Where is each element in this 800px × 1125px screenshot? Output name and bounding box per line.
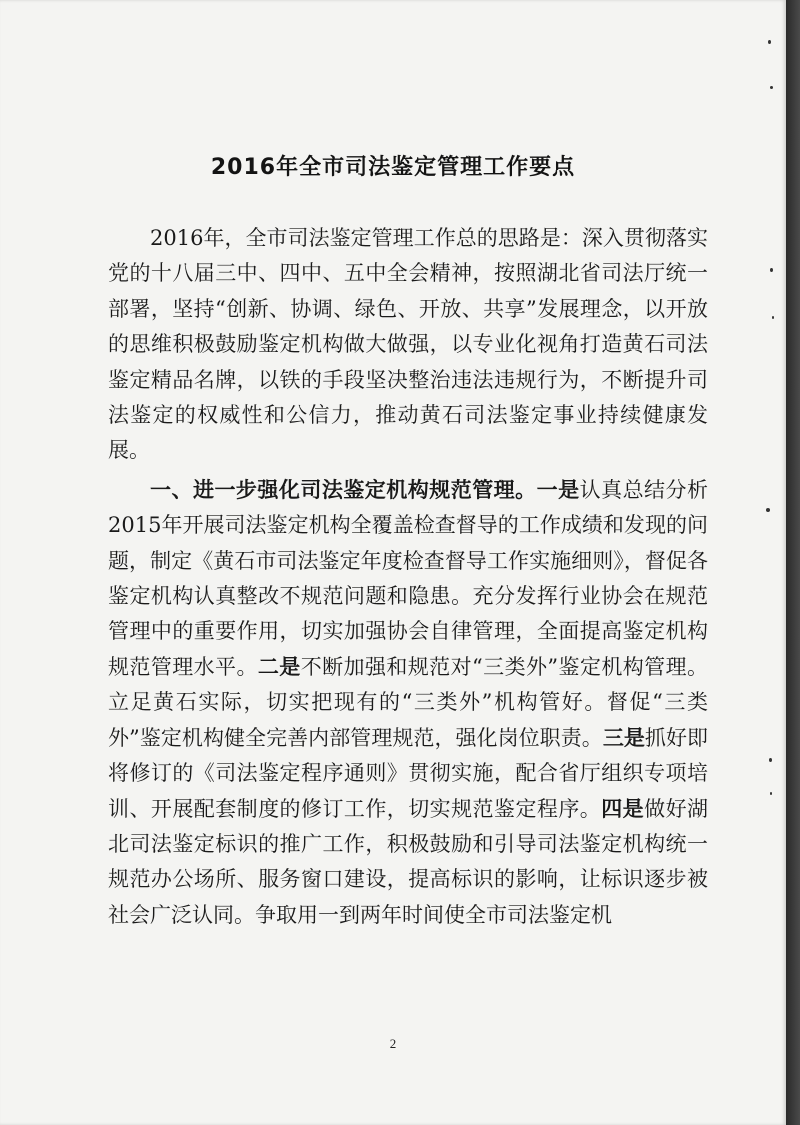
page-number: 2 — [389, 1036, 397, 1051]
item-marker-1: 一是 — [536, 477, 580, 502]
scan-edge — [786, 0, 800, 1125]
item-marker-2: 二是 — [257, 654, 301, 679]
item-text-1: 认真总结分析2015年开展司法鉴定机构全覆盖检查督导的工作成绩和发现的问题，制定《黄石市司法鉴定年度检查督导工作实施细则》，督促各鉴定机构认真整改不规范问题和隐患。充分发挥行业协会在规范管理中的重要作用，切实加强协会自律管理，全面提高鉴定机构规范管理水平。 — [108, 477, 709, 679]
document-body — [108, 221, 708, 933]
scan-speck — [770, 86, 773, 89]
document-title: 2016年全市司法鉴定管理工作要点 — [210, 155, 576, 180]
scan-speck — [770, 268, 773, 272]
scan-speck — [769, 758, 772, 762]
scan-speck — [766, 508, 770, 512]
section-heading: 一、进一步强化司法鉴定机构规范管理。 — [150, 477, 537, 502]
scan-speck — [768, 40, 771, 44]
paragraph-section-one — [108, 473, 708, 933]
item-text-3: 抓好即将修订的《司法鉴定程序通则》贯彻实施，配合省厅组织专项培训、开展配套制度的修订工作，切实规范鉴定程序。 — [108, 725, 709, 821]
paragraph-overview: 2016年，全市司法鉴定管理工作总的思路是：深入贯彻落实党的十八届三中、四中、五中全会精神，按照湖北省司法厅统一部署，坚持“创新、协调、绿色、开放、共享”发展理念，以开放的思维积极鼓励鉴定机构做大做强，以专业化视角打造黄石司法鉴定精品名牌，以铁的手段坚决整治违法违规行为，不断提升司法鉴定的权威性和公信力，推动黄石司法鉴定事业持续健康发展。 — [108, 226, 708, 463]
item-text-2: 不断加强和规范对“三类外”鉴定机构管理。立足黄石实际，切实把现有的“三类外”机构管好。督促“三类外”鉴定机构健全完善内部管理规范，强化岗位职责。 — [108, 654, 709, 750]
item-text-4: 做好湖北司法鉴定标识的推广工作，积极鼓励和引导司法鉴定机构统一规范办公场所、服务窗口建设，提高标识的影响，让标识逐步被社会广泛认同。争取用一到两年时间使全市司法鉴定机 — [108, 796, 709, 927]
item-marker-4: 四是 — [601, 796, 645, 821]
item-marker-3: 三是 — [602, 725, 645, 750]
scan-speck — [772, 316, 774, 319]
scan-speck — [770, 792, 772, 795]
